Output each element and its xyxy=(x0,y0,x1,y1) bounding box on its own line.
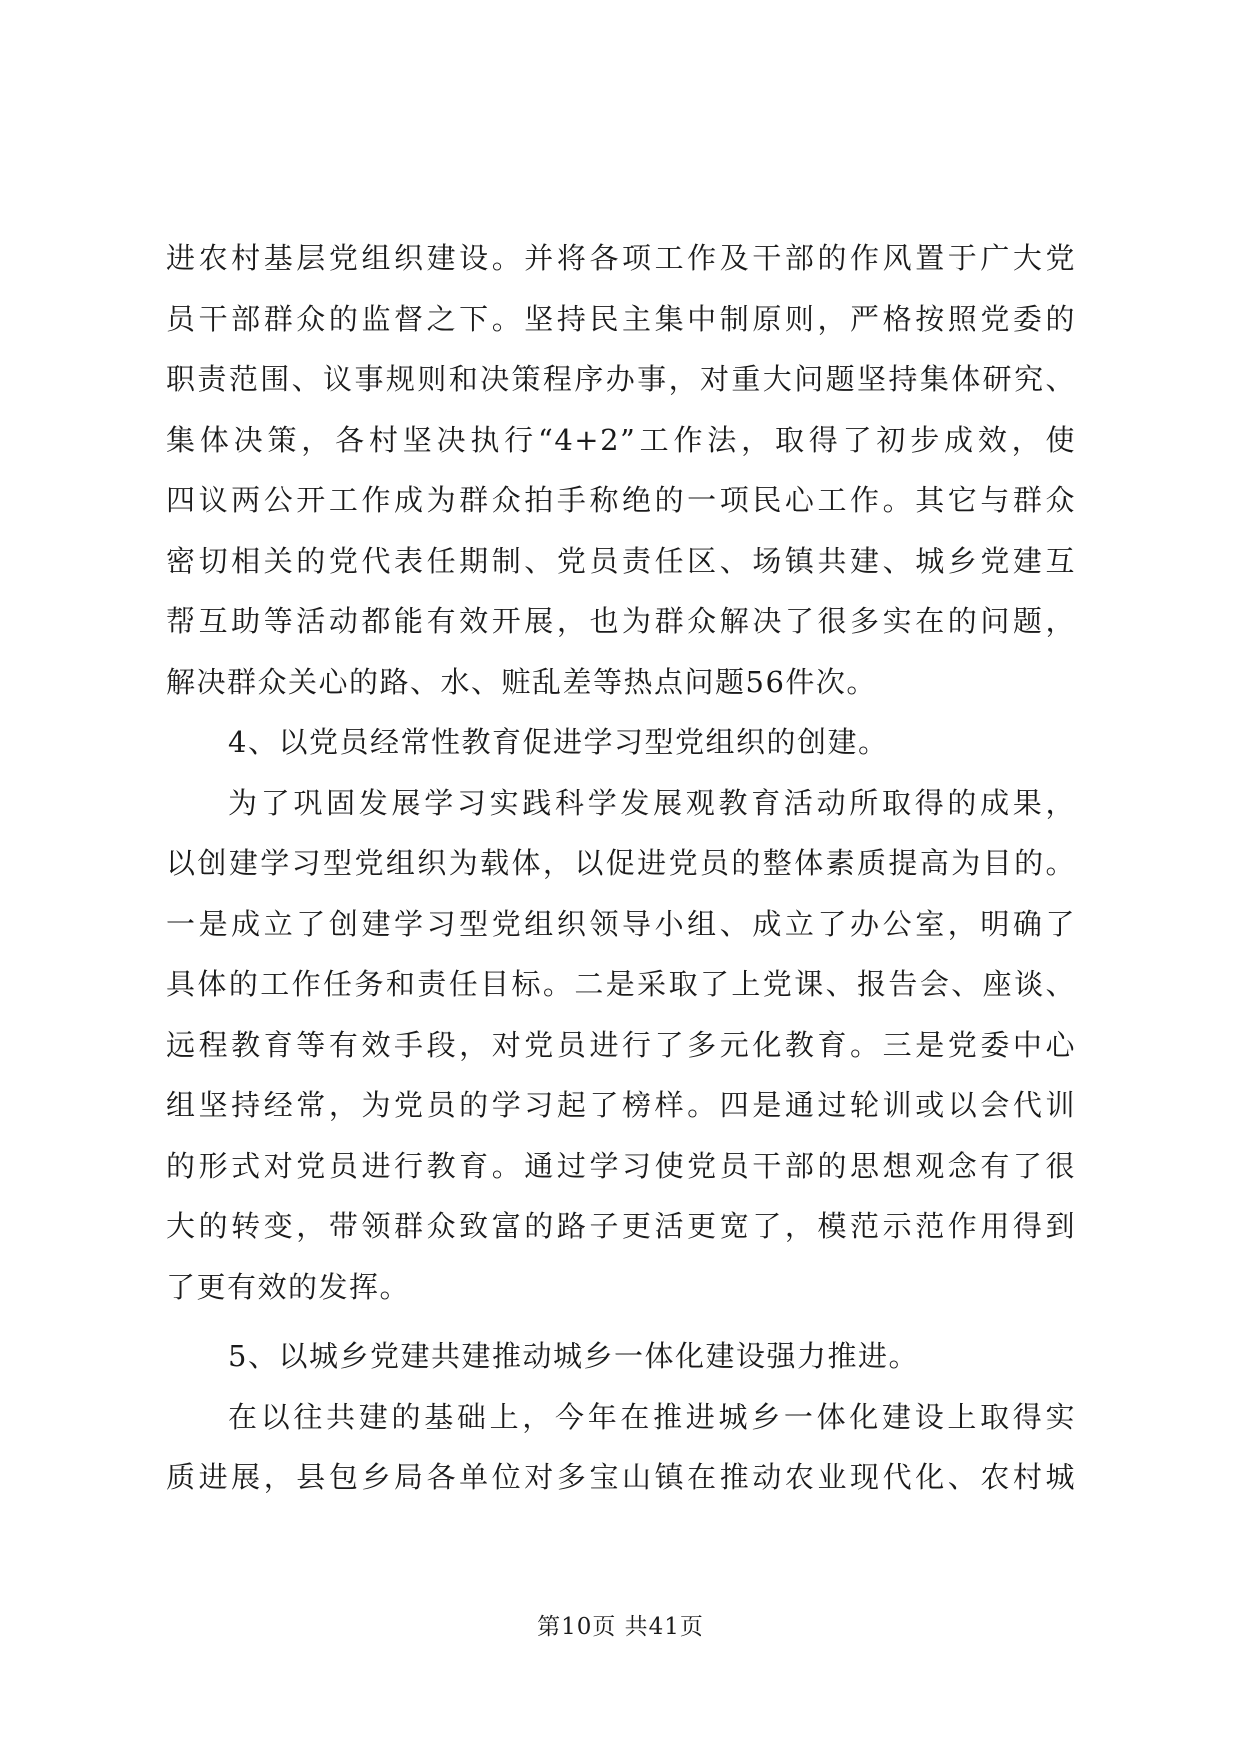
text-line: 职责范围、议事规则和决策程序办事，对重大问题坚持集体研究、 xyxy=(166,362,1076,396)
text-line: 为了巩固发展学习实践科学发展观教育活动所取得的成果， xyxy=(228,785,1076,820)
text-line: 解决群众关心的路、水、赃乱差等热点问题56件次。 xyxy=(166,664,877,699)
body-text xyxy=(166,228,1076,1508)
text-line: 远程教育等有效手段，对党员进行了多元化教育。三是党委中心 xyxy=(166,1027,1076,1062)
text-line: 在以往共建的基础上，今年在推进城乡一体化建设上取得实 xyxy=(228,1399,1076,1434)
text-line: 组坚持经常，为党员的学习起了榜样。四是通过轮训或以会代训 xyxy=(166,1088,1076,1122)
text-line: 进农村基层党组织建设。并将各项工作及干部的作风置于广大党 xyxy=(166,241,1076,275)
text-line: 集体决策，各村坚决执行“4+2”工作法，取得了初步成效，使 xyxy=(166,422,1076,457)
text-line: 质进展，县包乡局各单位对多宝山镇在推动农业现代化、农村城 xyxy=(166,1460,1076,1494)
text-line: 以创建学习型党组织为载体，以促进党员的整体素质提高为目的。 xyxy=(166,846,1076,880)
text-line: 的形式对党员进行教育。通过学习使党员干部的思想观念有了很 xyxy=(166,1148,1076,1183)
text-line: 大的转变，带领群众致富的路子更活更宽了，模范示范作用得到 xyxy=(166,1209,1076,1243)
text-line: 密切相关的党代表任期制、党员责任区、场镇共建、城乡党建互 xyxy=(166,543,1076,578)
section-heading: 4、以党员经常性教育促进学习型党组织的创建。 xyxy=(228,725,889,759)
text-line: 帮互助等活动都能有效开展，也为群众解决了很多实在的问题， xyxy=(166,604,1076,638)
text-line: 一是成立了创建学习型党组织领导小组、成立了办公室，明确了 xyxy=(166,906,1076,941)
section-heading: 5、以城乡党建共建推动城乡一体化建设强力推进。 xyxy=(228,1339,919,1373)
text-line: 具体的工作任务和责任目标。二是采取了上党课、报告会、座谈、 xyxy=(166,967,1076,1001)
text-line: 四议两公开工作成为群众拍手称绝的一项民心工作。其它与群众 xyxy=(166,483,1076,517)
page-number-footer: 第10页 共41页 xyxy=(537,1614,704,1640)
text-line: 了更有效的发挥。 xyxy=(166,1269,411,1304)
text-line: 员干部群众的监督之下。坚持民主集中制原则，严格按照党委的 xyxy=(166,301,1076,336)
